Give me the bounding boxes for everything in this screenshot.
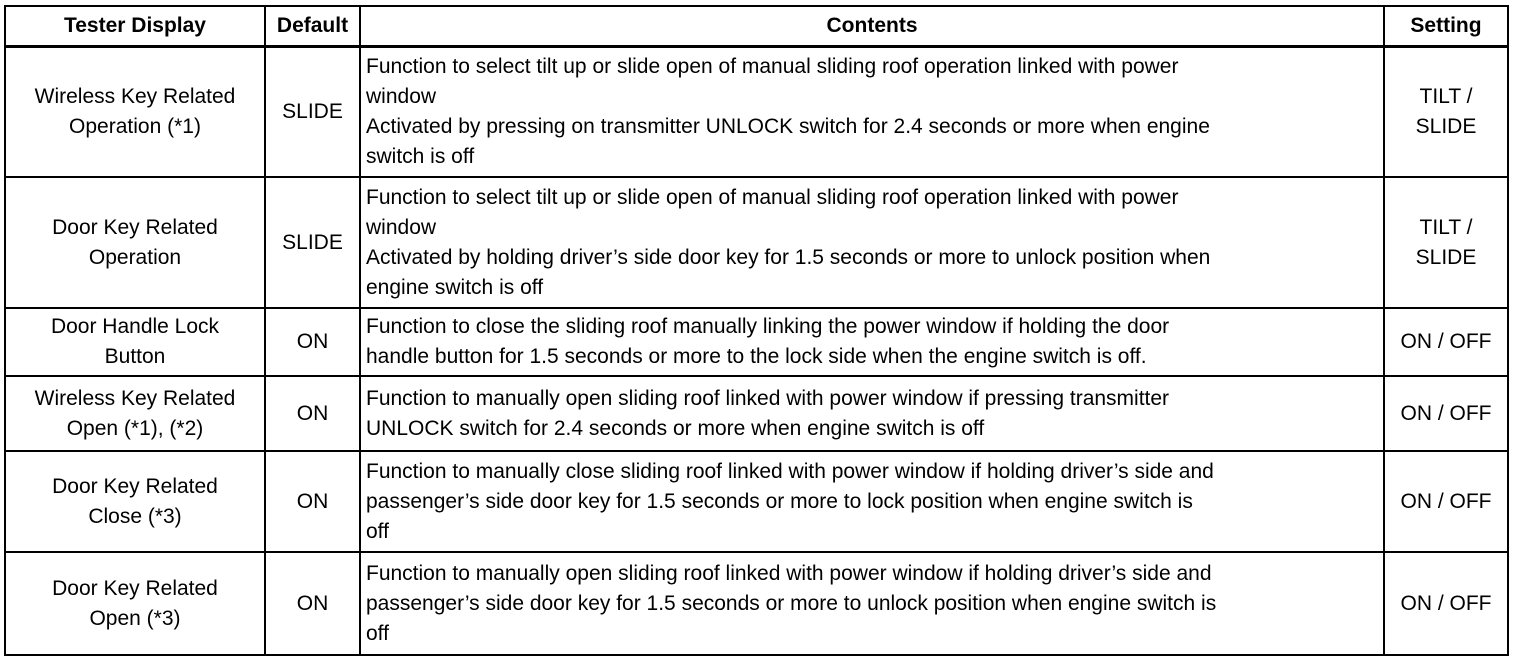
cell-tester-display [5, 451, 265, 552]
cell-setting [1384, 308, 1508, 376]
setting-line: ON / OFF [1400, 489, 1492, 513]
cell-setting [1384, 376, 1508, 451]
cell-contents [360, 451, 1384, 552]
display-line: Door Key Related [52, 215, 218, 239]
contents-line: engine switch is off [366, 275, 544, 299]
cell-default: SLIDE [265, 47, 360, 178]
setting-line: TILT / [1419, 215, 1473, 239]
contents-line: off [366, 519, 389, 543]
contents-line: Activated by pressing on transmitter UNLOCK switch for 2.4 seconds or more when engine [366, 115, 1210, 138]
cell-tester-display [5, 376, 265, 451]
contents-line: Function to manually close sliding roof linked with power window if holding driver’s side and [366, 459, 1214, 483]
cell-tester-display [5, 177, 265, 308]
cell-contents [360, 177, 1384, 308]
cell-default: SLIDE [265, 177, 360, 308]
contents-line: window [366, 85, 437, 108]
cell-default: ON [265, 451, 360, 552]
contents-line: window [366, 215, 437, 239]
setting-line: ON / OFF [1400, 591, 1492, 615]
cell-setting [1384, 47, 1508, 178]
contents-line: Activated by holding driver’s side door key for 1.5 seconds or more to unlock position when [366, 245, 1211, 269]
table-row-door-key-related-close [5, 451, 1508, 552]
customize-settings-table-container [4, 5, 1509, 656]
display-line: Door Key Related [52, 474, 218, 498]
display-line: Wireless Key Related [34, 386, 236, 410]
display-line: Wireless Key Related [34, 85, 236, 108]
header-tester-display: Tester Display [5, 6, 265, 47]
contents-line: Function to manually open sliding roof linked with power window if pressing transmitter [366, 386, 1170, 410]
setting-line: SLIDE [1415, 245, 1477, 269]
header-contents: Contents [360, 6, 1384, 47]
cell-contents [360, 47, 1384, 178]
setting-line: ON / OFF [1400, 330, 1492, 353]
display-line: Operation (*1) [69, 115, 201, 138]
table-header-row [5, 6, 1508, 47]
cell-tester-display [5, 308, 265, 376]
contents-line: UNLOCK switch for 2.4 seconds or more when engine switch is off [366, 416, 985, 440]
display-line: Button [104, 345, 166, 368]
cell-tester-display [5, 47, 265, 178]
table-row-door-handle-lock-button [5, 308, 1508, 376]
cell-default: ON [265, 376, 360, 451]
contents-line: handle button for 1.5 seconds or more to the lock side when the engine switch is off. [366, 345, 1147, 368]
display-line: Close (*3) [88, 504, 182, 528]
display-line: Door Key Related [52, 576, 218, 600]
cell-setting [1384, 552, 1508, 655]
header-default: Default [265, 6, 360, 47]
setting-line: TILT / [1419, 85, 1473, 108]
display-line: Operation [88, 245, 182, 269]
table-row-wireless-key-related-open [5, 376, 1508, 451]
setting-line: ON / OFF [1400, 401, 1492, 425]
contents-line: Function to select tilt up or slide open of manual sliding roof operation linked with power [366, 55, 1179, 78]
contents-line: passenger’s side door key for 1.5 seconds or more to lock position when engine switch is [366, 489, 1193, 513]
customize-settings-table [4, 5, 1509, 656]
contents-line: passenger’s side door key for 1.5 seconds or more to unlock position when engine switch is [366, 591, 1217, 615]
contents-line: Function to close the sliding roof manually linking the power window if holding the door [366, 315, 1170, 338]
display-line: Door Handle Lock [50, 315, 220, 338]
cell-setting [1384, 177, 1508, 308]
cell-default: ON [265, 552, 360, 655]
display-line: Open (*3) [89, 606, 181, 630]
display-line: Open (*1), (*2) [66, 416, 204, 440]
contents-line: off [366, 621, 389, 645]
contents-line: Function to manually open sliding roof linked with power window if holding driver’s side and [366, 561, 1212, 585]
cell-default: ON [265, 308, 360, 376]
table-row-door-key-related-open [5, 552, 1508, 655]
table-row-wireless-key-related-operation [5, 47, 1508, 178]
header-setting: Setting [1384, 6, 1508, 47]
cell-setting [1384, 451, 1508, 552]
cell-contents [360, 308, 1384, 376]
cell-contents [360, 376, 1384, 451]
cell-contents [360, 552, 1384, 655]
setting-line: SLIDE [1415, 115, 1477, 138]
table-row-door-key-related-operation [5, 177, 1508, 308]
contents-line: switch is off [366, 145, 475, 168]
cell-tester-display [5, 552, 265, 655]
contents-line: Function to select tilt up or slide open of manual sliding roof operation linked with power [366, 185, 1179, 209]
